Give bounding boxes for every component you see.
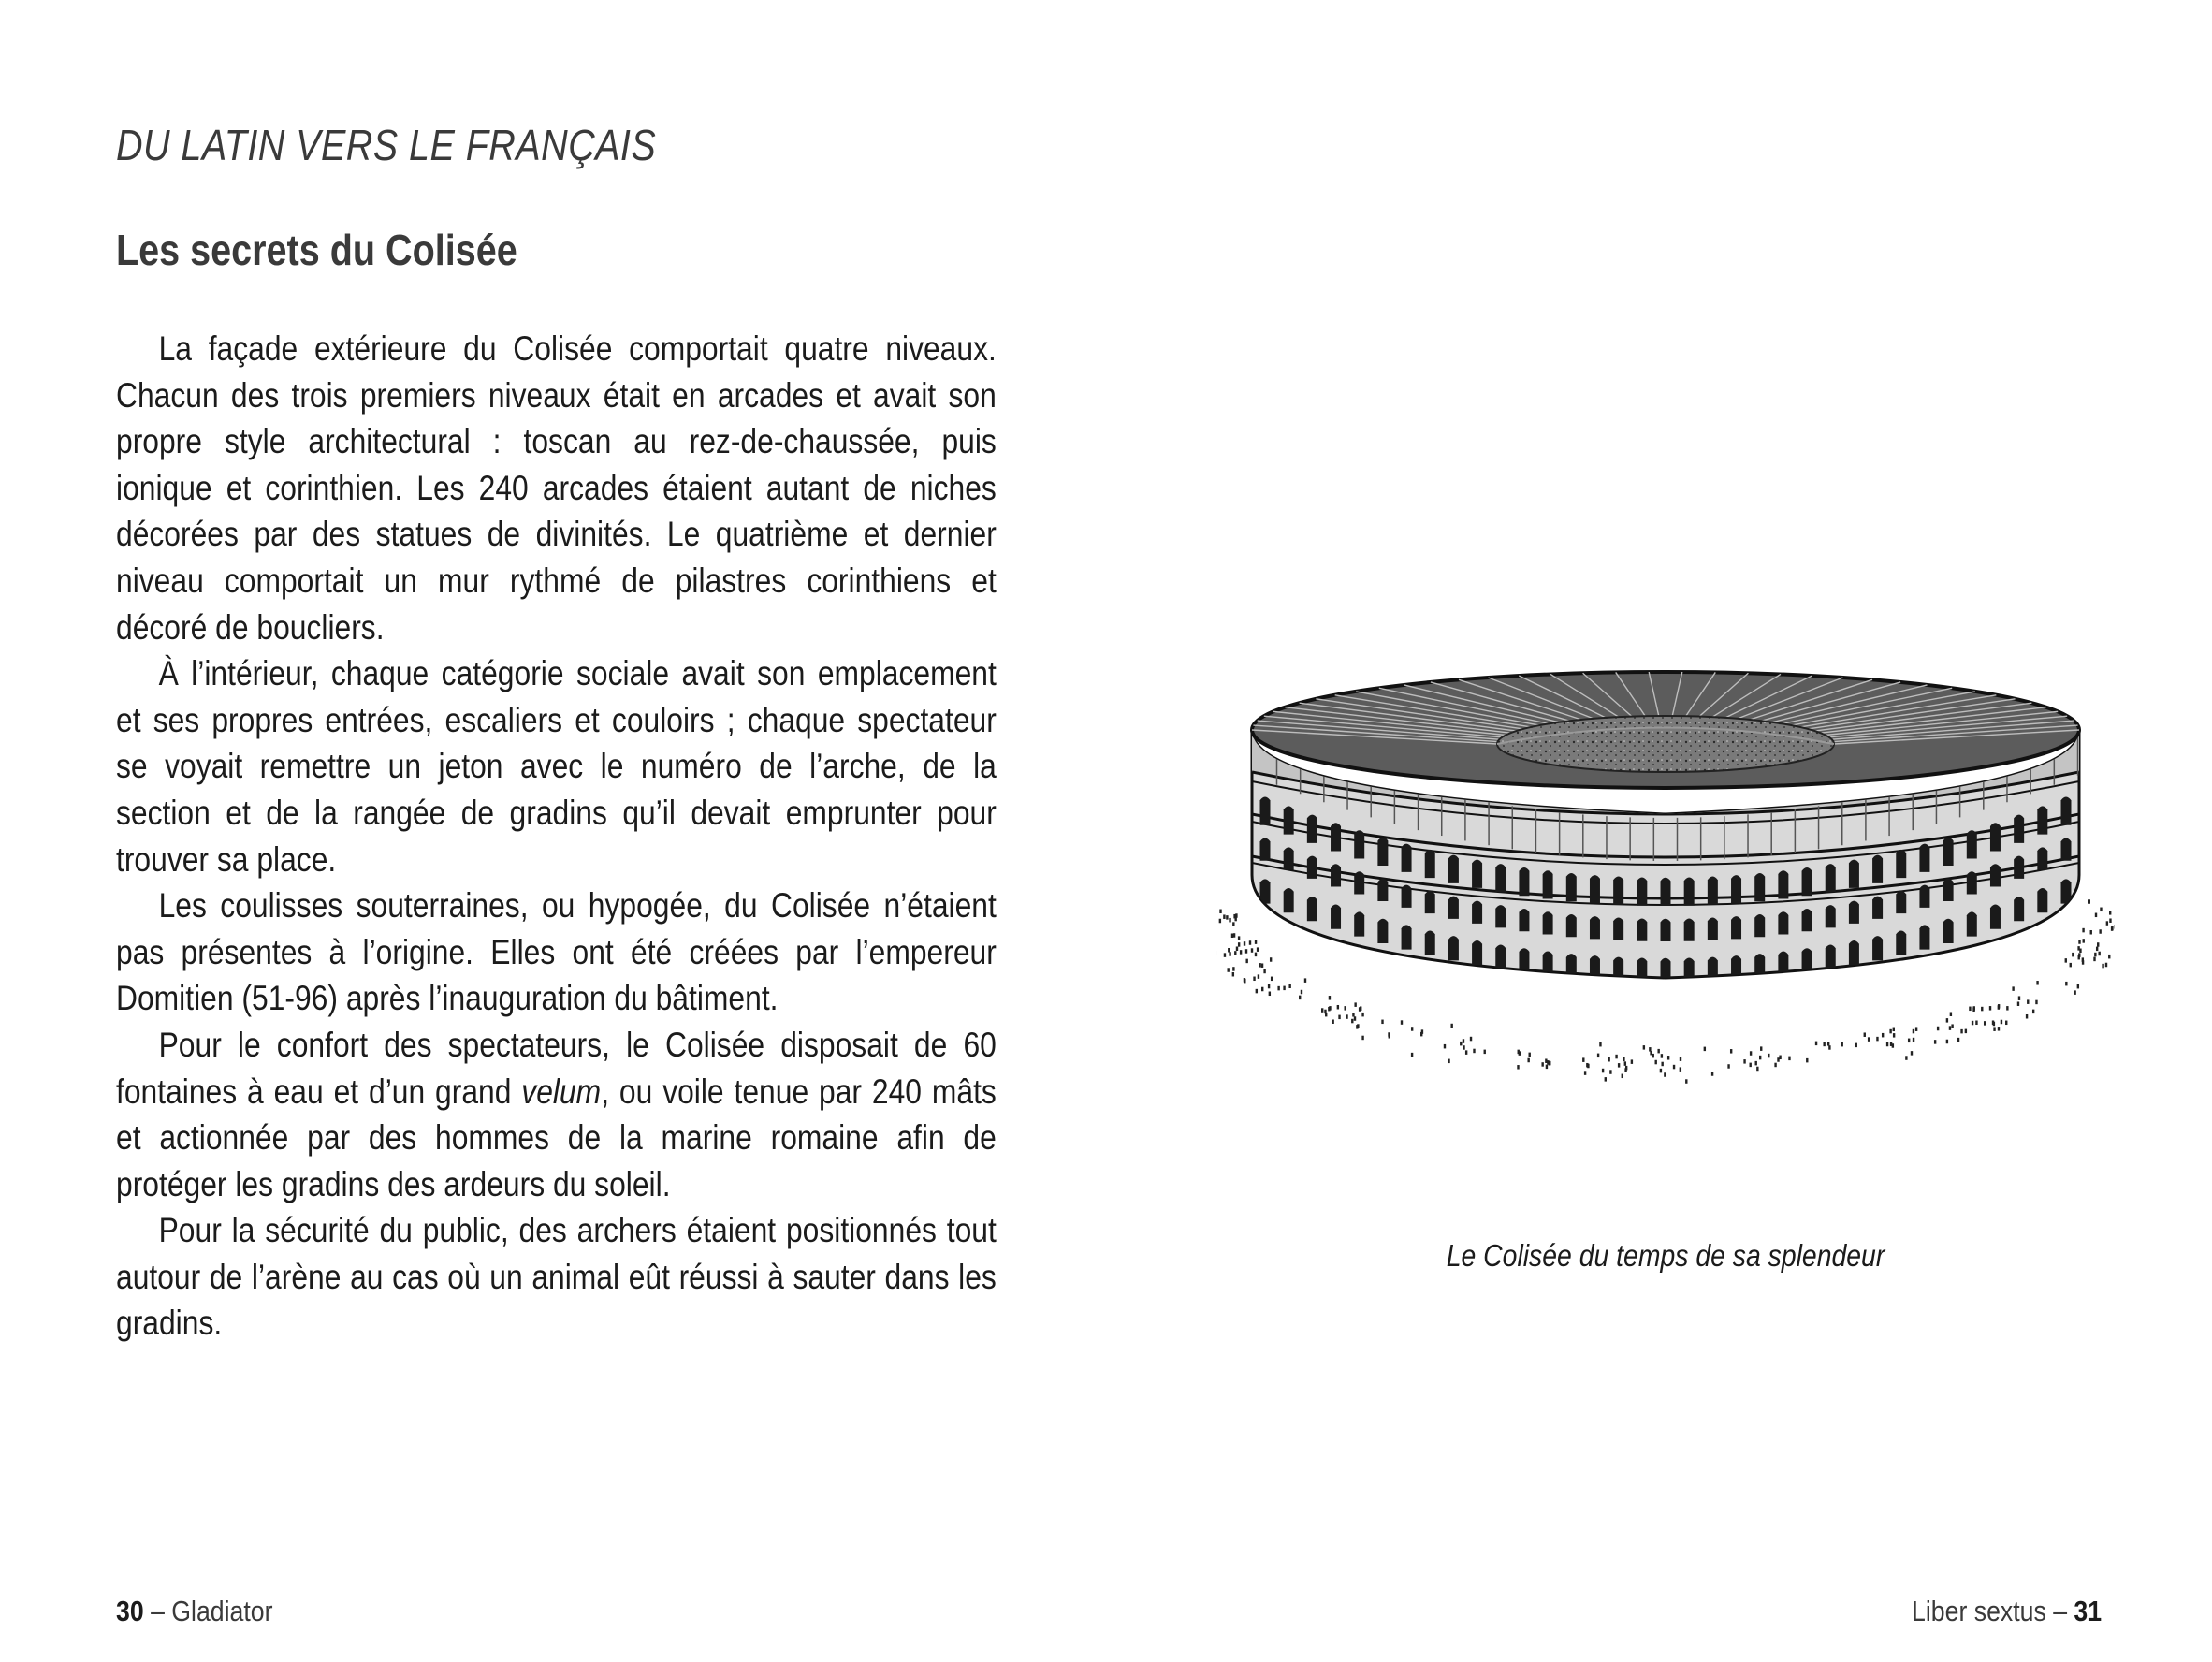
running-head-left: – Gladiator: [143, 1595, 273, 1627]
page-number-right: 31: [2074, 1595, 2102, 1627]
page-number-left: 30: [116, 1595, 144, 1627]
paragraph-security: Pour la sécurité du public, des archers étaient positionnés tout autour de l’arène au cas où un animal eût réussi à sauter dans les gradins.: [116, 1211, 997, 1343]
paragraph-facade: La façade extérieure du Colisée comportait quatre niveaux. Chacun des trois premiers niveaux était en arcades et avait son propre style architectural : toscan au rez-de-chaussée, puis ionique et corinthien. Les 240 arcades étaient autant de niches décorées par des statues de divinités. Le quatrième et dernier niveau comportait un mur rythmé de pilastres corinthiens et décoré de boucliers.: [116, 329, 997, 647]
section-label: DU LATIN VERS LE FRANÇAIS: [116, 121, 657, 169]
folio-left: [116, 1595, 272, 1628]
paragraph-comfort: [116, 1022, 997, 1207]
running-head-right: Liber sextus –: [1911, 1595, 2074, 1627]
folio-right: [1912, 1595, 2102, 1628]
article-body: [116, 326, 997, 1347]
colosseum-illustration: [1216, 655, 2115, 1217]
colosseum-icon: [1216, 655, 2115, 1217]
article-title: Les secrets du Colisée: [116, 226, 517, 274]
comfort-text-start: Pour le confort des spectateurs, le Colisée disposait de 60 fontaines à eau et d’un grand: [116, 1025, 997, 1111]
figure-caption: Le Colisée du temps de sa splendeur: [1446, 1238, 1885, 1273]
comfort-text-end: , ou voile tenue par 240 mâts et actionnée par des hommes de la marine romaine afin de protéger les gradins des ardeurs du soleil.: [116, 1072, 997, 1203]
paragraph-hypogeum: Les coulisses souterraines, ou hypogée, du Colisée n’étaient pas présentes à l’origine. Elles ont été créées par l’empereur Domitien (51-96) après l’inauguration du bâtiment.: [116, 886, 997, 1018]
paragraph-interior: À l’intérieur, chaque catégorie sociale avait son emplacement et ses propres entrées, escaliers et couloirs ; chaque spectateur se voyait remettre un jeton avec le numéro de l’arche, de la section et de la rangée de gradins qu’il devait emprunter pour trouver sa place.: [116, 654, 997, 879]
velum-term: velum: [521, 1072, 602, 1111]
